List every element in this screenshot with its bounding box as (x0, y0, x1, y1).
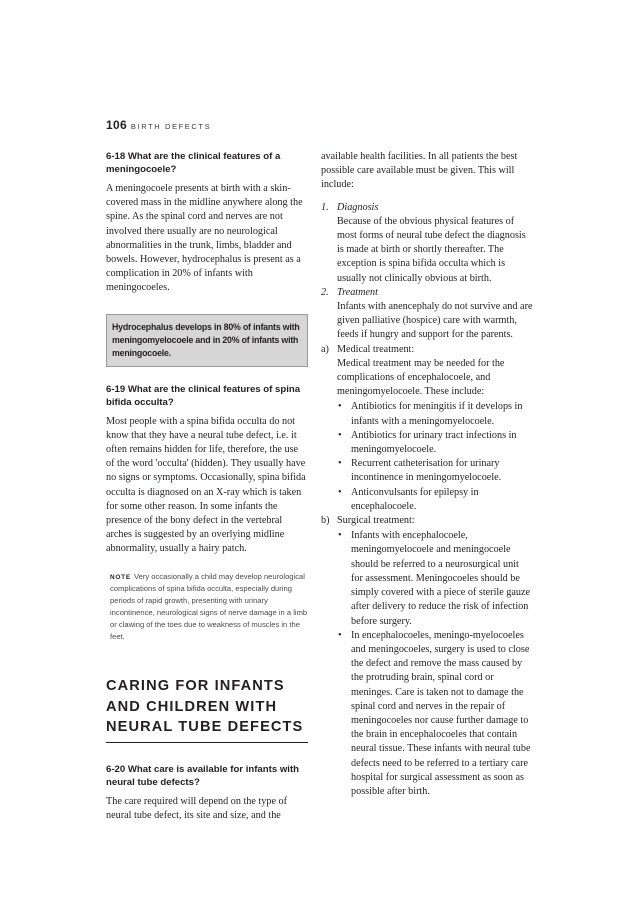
list-item: • Antibiotics for urinary tract infections in meningomyelocoele. (338, 429, 517, 456)
running-head (106, 116, 211, 134)
bullet-icon: • (338, 629, 342, 641)
item-title-treatment: Treatment (337, 286, 378, 298)
item-marker: 2. (321, 286, 329, 298)
item-marker: a) (321, 343, 329, 355)
question-6-20-title: 6-20 What care is available for infants with neural tube defects? (106, 763, 299, 788)
question-6-19-title: 6-19 What are the clinical features of spina bifida occulta? (106, 383, 301, 408)
note-label: NOTE (110, 573, 131, 581)
bullet-icon: • (338, 401, 342, 413)
list-item: • In encephalocoeles, meningo-myelocoeles and meningocoeles, surgery is used to close the defect and remove the mass caused by the protruding brain, spinal cord or meninges. Care is taken not to damage the spinal cord and nerves in the repair of meningocoeles nor cause further damage to the brain in encephalocoeles that contain neural tissue. These infants with neural tube defects need to be referred to a tertiary care hospital for surgical assessment as soon as possible after birth. (338, 629, 531, 797)
list-item: • Recurrent catheterisation for urinary incontinence in meningomyelocoele. (338, 458, 502, 484)
question-6-18-title: 6-18 What are the clinical features of a meningocoele? (106, 151, 281, 175)
right-column (321, 150, 533, 799)
list-item: • Antibiotics for meningitis if it develops in infants with a meningomyelocoele. (338, 401, 523, 427)
note-text: Very occasionally a child may develop neurological complications of spina bifida occulta, especially during periods of rapid growth, presenting with urinary incontinence, neurological signs of nerve damage in a limb or clawing of the toes due to weakness of muscles in the feet. (110, 571, 308, 641)
running-section-title: BIRTH DEFECTS (130, 122, 212, 131)
surgical-bullet-list (337, 529, 533, 799)
item-marker: b) (321, 515, 330, 527)
item-title-medical: Medical treatment: (337, 343, 415, 355)
care-intro-text: available health facilities. In all patients the best possible care available must be given. This will include: (321, 151, 518, 191)
item-marker: 1. (321, 201, 329, 213)
list-item: • Anticonvulsants for epilepsy in encephalocoele. (338, 486, 479, 512)
list-item: • Infants with encephalocoele, meningomyelocoele and meningocoele should be referred to a neurosurgical unit for assessment. Meningocoeles should be simply covered with a piece of sterile gauze after delivery to reduce the risk of infection before surgery. (338, 530, 531, 627)
item-title-diagnosis: Diagnosis (337, 201, 379, 213)
care-item-surgical-treatment (321, 514, 533, 799)
note-paragraph (106, 571, 308, 643)
bullet-icon: • (338, 486, 342, 498)
care-item-medical-treatment (321, 343, 533, 514)
item-text-treatment: Infants with anencephaly do not survive and are given palliative (hospice) care with warmth, feeds if hungry and support for the parents. (337, 301, 533, 341)
chapter-heading: CARING FOR INFANTS AND CHILDREN WITH NEURAL TUBE DEFECTS (106, 676, 308, 743)
question-6-18-text: A meningocoele presents at birth with a skin-covered mass in the midline anywhere along the spine. As the spinal cord and nerves are not involved there usually are no neurological abnormalities in the trunk, limbs, bladder and bowels. However, hydrocephalus is present as a complication in 20% of infants with meningocoeles. (106, 183, 303, 294)
bullet-icon: • (338, 458, 342, 470)
item-text-diagnosis: Because of the obvious physical features of most forms of neural tube defect the diagnosis is made at birth or shortly thereafter. The exception is spina bifida occulta which is usually not clinically obvious at birth. (337, 215, 526, 284)
care-item-treatment (321, 286, 533, 343)
left-column (106, 150, 308, 823)
bullet-icon: • (338, 530, 342, 542)
question-6-20-text: The care required will depend on the type of neural tube defect, its site and size, and the (106, 795, 288, 822)
item-text-medical: Medical treatment may be needed for the complications of encephalocoele, and meningomyelocoele. These include: (337, 357, 505, 398)
medical-bullet-list (337, 400, 533, 514)
care-list (321, 201, 533, 800)
bullet-icon: • (338, 429, 342, 441)
key-point-box: Hydrocephalus develops in 80% of infants with meningomyelocoele and in 20% of infants with meningocoele. (106, 314, 308, 367)
care-item-diagnosis (321, 201, 533, 286)
item-title-surgical: Surgical treatment: (337, 515, 415, 527)
question-6-19-text: Most people with a spina bifida occulta do not know that they have a neural tube defect, i.e. it often remains hidden for life, therefore, the use of the word 'occulta' (hidden). They usually have no signs or symptoms. Occasionally, spina bifida occulta is diagnosed on an X-ray which is taken for some other reason. In some infants the presence of the bony defect in the vertebral arches is suggested by an overlying midline abnormality, usually a hairy patch. (106, 415, 306, 555)
page-number: 106 (106, 118, 127, 132)
